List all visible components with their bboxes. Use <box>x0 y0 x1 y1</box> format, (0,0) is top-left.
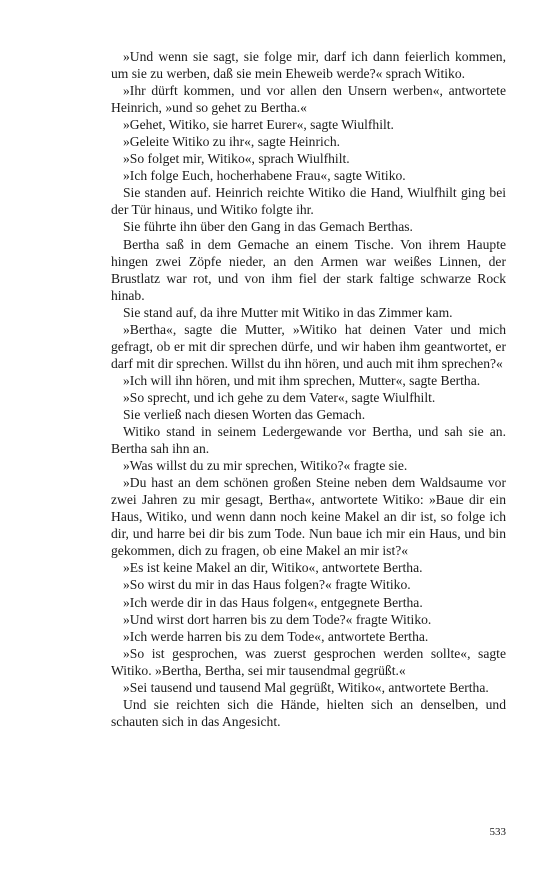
paragraph: Sie stand auf, da ihre Mutter mit Witiko in das Zimmer kam. <box>123 304 453 320</box>
paragraph: Sie standen auf. Heinrich reichte Witiko die Hand, Wiulfhilt ging bei der Tür hinaus, und Witiko folgte ihr. <box>111 185 506 218</box>
paragraph: »So wirst du mir in das Haus folgen?« fragte Witiko. <box>123 577 411 593</box>
paragraph: Witiko stand in seinem Ledergewande vor Bertha, und sah sie an. Bertha sah ihn an. <box>111 424 506 457</box>
paragraph: »Ich werde harren bis zu dem Tode«, antwortete Bertha. <box>123 628 429 644</box>
paragraph: »Und wirst dort harren bis zu dem Tode?« fragte Witiko. <box>123 611 432 627</box>
body-text <box>111 48 506 730</box>
paragraph: Bertha saß in dem Gemache an einem Tische. Von ihrem Haupte hingen zwei Zöpfe nieder, an den Armen war weißes Linnen, der Brustlatz war rot, und von ihm fiel der stark faltige schwarze Rock hinab. <box>111 236 506 303</box>
paragraph: »Gehet, Witiko, sie harret Eurer«, sagte Wiulfhilt. <box>123 117 394 133</box>
paragraph: Sie verließ nach diesen Worten das Gemach. <box>123 406 366 422</box>
paragraph: Sie führte ihn über den Gang in das Gemach Berthas. <box>123 219 413 235</box>
paragraph: »Bertha«, sagte die Mutter, »Witiko hat deinen Vater und mich gefragt, ob er mit dir sprechen dürfe, und wir haben ihm geantwortet, er darf mit dir sprechen. Willst du ihn hören, und auch mit ihm sprechen?« <box>111 321 506 371</box>
paragraph: »Es ist keine Makel an dir, Witiko«, antwortete Bertha. <box>123 560 423 576</box>
paragraph: »Ihr dürft kommen, und vor allen den Unsern werben«, antwortete Heinrich, »und so gehet zu Bertha.« <box>111 83 506 116</box>
page-number: 533 <box>489 826 506 838</box>
paragraph: »So folget mir, Witiko«, sprach Wiulfhilt. <box>123 151 350 167</box>
paragraph: Und sie reichten sich die Hände, hielten sich an denselben, und schauten sich in das Angesicht. <box>111 696 506 729</box>
paragraph: »Du hast an dem schönen großen Steine neben dem Waldsaume vor zwei Jahren zu mir gesagt, Bertha«, antwortete Witiko: »Baue dir ein Haus, Witiko, und wenn dann noch keine Makel an dir ist, so folge ich dir, und harre bei dir bis zum Tode. Nun baue ich mir ein Haus, und bin gekommen, dich zu fragen, ob eine Makel an mir ist?« <box>111 475 506 559</box>
paragraph: »Ich werde dir in das Haus folgen«, entgegnete Bertha. <box>123 594 423 610</box>
paragraph: »So ist gesprochen, was zuerst gesprochen werden sollte«, sagte Witiko. »Bertha, Bertha, sei mir tausendmal gegrüßt.« <box>111 645 506 678</box>
paragraph: »Sei tausend und tausend Mal gegrüßt, Witiko«, antwortete Bertha. <box>123 679 489 695</box>
paragraph: »So sprecht, und ich gehe zu dem Vater«, sagte Wiulfhilt. <box>123 389 436 405</box>
paragraph: »Geleite Witiko zu ihr«, sagte Heinrich. <box>123 134 341 150</box>
paragraph: »Und wenn sie sagt, sie folge mir, darf ich dann feierlich kommen, um sie zu werben, daß sie mein Eheweib werde?« sprach Witiko. <box>111 49 506 82</box>
paragraph: »Ich folge Euch, hocherhabene Frau«, sagte Witiko. <box>123 168 406 184</box>
paragraph: »Ich will ihn hören, und mit ihm sprechen, Mutter«, sagte Bertha. <box>123 372 481 388</box>
paragraph: »Was willst du zu mir sprechen, Witiko?« fragte sie. <box>123 458 408 474</box>
